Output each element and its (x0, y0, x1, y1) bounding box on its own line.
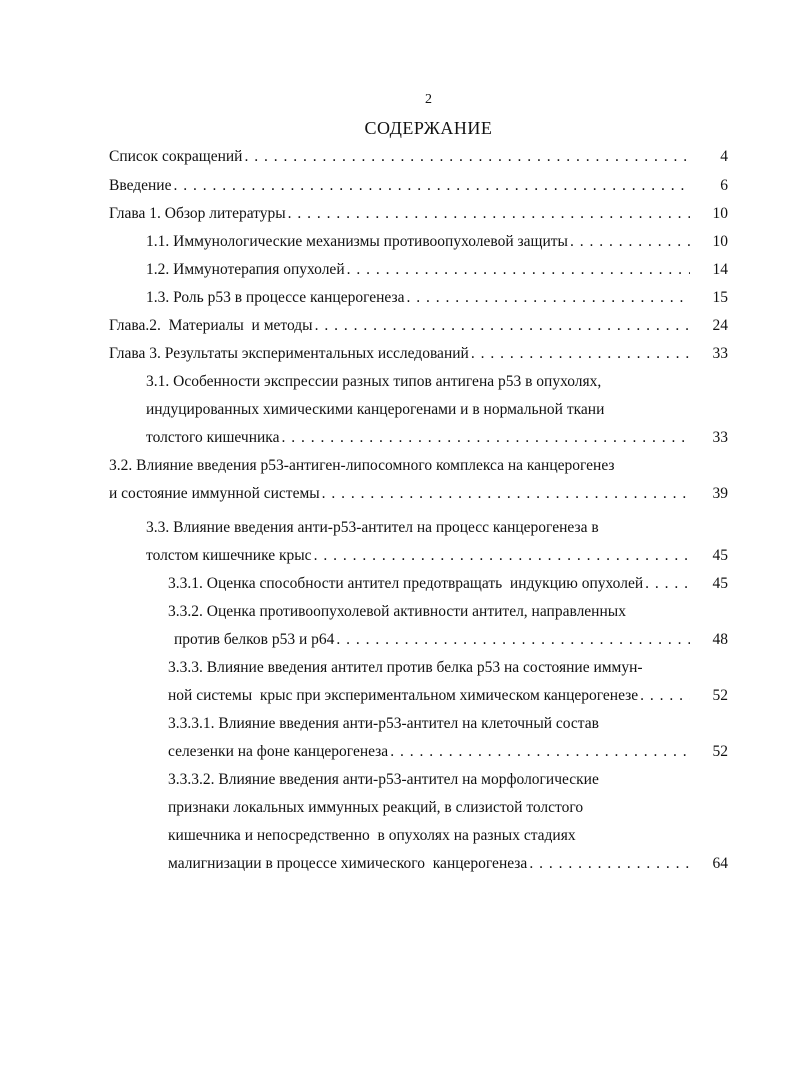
toc-entry (168, 742, 728, 762)
toc-entry (109, 204, 728, 224)
toc-entry-line: 3.1. Особенности экспрессии разных типов антигена p53 в опухолях, (146, 373, 602, 390)
toc-entry-text: Глава 1. Обзор литературы (109, 205, 286, 222)
toc-entry (109, 176, 728, 196)
toc-entry-text: толстого кишечника (146, 429, 280, 446)
toc-leader (645, 574, 690, 594)
toc-entry (109, 484, 728, 504)
toc-entry (146, 232, 728, 252)
toc-entry (146, 260, 728, 280)
toc-page-number: 52 (712, 687, 728, 704)
toc-entry (146, 288, 728, 308)
toc-entry-line: 3.3.3.1. Влияние введения анти-p53-антител на клеточный состав (168, 715, 599, 732)
page-number: 2 (425, 92, 432, 107)
toc-page-number: 15 (712, 289, 728, 306)
toc-page-number: 39 (712, 485, 728, 502)
toc-entry-text: малигнизации в процессе химического канцерогенеза (168, 855, 528, 872)
toc-entry (168, 686, 728, 706)
toc-entry-text: 1.1. Иммунологические механизмы противоопухолевой защиты (146, 233, 568, 250)
toc-entry-text: Глава 3. Результаты экспериментальных исследований (109, 345, 469, 362)
toc-entry (109, 147, 728, 167)
toc-page-number: 24 (712, 317, 728, 334)
toc-page-number: 10 (712, 233, 728, 250)
toc-entry-text: селезенки на фоне канцерогенеза (168, 743, 389, 760)
toc-entry (168, 854, 728, 874)
toc-entry (109, 316, 728, 336)
toc-page-number: 33 (712, 429, 728, 446)
toc-entry-line: 3.3.3. Влияние введения антител против белка p53 на состояние иммун- (168, 659, 643, 676)
toc-leader (347, 260, 690, 280)
toc-leader (336, 630, 690, 650)
toc-entry-text: Глава.2. Материалы и методы (109, 317, 313, 334)
toc-entry (174, 630, 728, 650)
toc-leader (570, 232, 690, 252)
toc-page-number: 14 (712, 261, 728, 278)
toc-leader (315, 316, 690, 336)
toc-entry (168, 574, 728, 594)
toc-entry-text: ной системы крыс при экспериментальном химическом канцерогенезе (168, 687, 639, 704)
toc-leader (322, 484, 690, 504)
toc-leader (281, 428, 690, 448)
toc-page-number: 4 (720, 148, 728, 165)
toc-page-number: 64 (712, 855, 728, 872)
toc-entry-line: кишечника и непосредственно в опухолях на разных стадиях (168, 827, 576, 844)
toc-leader (407, 288, 690, 308)
toc-entry-text: Введение (109, 177, 172, 194)
toc-page-number: 45 (712, 547, 728, 564)
toc-entry-text: против белков p53 и p64 (174, 631, 335, 648)
toc-entry-line: 3.3.2. Оценка противоопухолевой активности антител, направленных (168, 603, 626, 620)
toc-entry-text: толстом кишечнике крыс (146, 547, 312, 564)
toc-entry-text: и состояние иммунной системы (109, 485, 320, 502)
toc-leader (390, 742, 690, 762)
toc-leader (173, 176, 690, 196)
toc-leader (640, 686, 690, 706)
toc-page-number: 48 (712, 631, 728, 648)
toc-page-number: 10 (712, 205, 728, 222)
toc-page-number: 52 (712, 743, 728, 760)
toc-page-number: 45 (712, 575, 728, 592)
toc-entry-text: 1.2. Иммунотерапия опухолей (146, 261, 345, 278)
toc-title: СОДЕРЖАНИЕ (364, 118, 493, 138)
toc-leader (288, 204, 690, 224)
toc-entry-text: Список сокращений (109, 148, 243, 165)
toc-page-number: 6 (720, 177, 728, 194)
toc-leader (244, 147, 690, 167)
toc-leader (529, 854, 690, 874)
toc-entry-line: индуцированных химическими канцерогенами и в нормальной ткани (146, 401, 605, 418)
toc-page-number: 33 (712, 345, 728, 362)
toc-entry-line: 3.3. Влияние введения анти-p53-антител на процесс канцерогенеза в (146, 519, 599, 536)
toc-leader (471, 344, 690, 364)
toc-entry (109, 344, 728, 364)
toc-entry-text: 1.3. Роль p53 в процессе канцерогенеза (146, 289, 405, 306)
toc-leader (314, 546, 690, 566)
toc-entry (146, 546, 728, 566)
toc-entry-line: признаки локальных иммунных реакций, в слизистой толстого (168, 799, 584, 816)
toc-entry-line: 3.2. Влияние введения p53-антиген-липосомного комплекса на канцерогенез (109, 457, 615, 474)
toc-entry-text: 3.3.1. Оценка способности антител предотвращать индукцию опухолей (168, 575, 644, 592)
toc-entry (146, 428, 728, 448)
toc-entry-line: 3.3.3.2. Влияние введения анти-p53-антител на морфологические (168, 771, 599, 788)
